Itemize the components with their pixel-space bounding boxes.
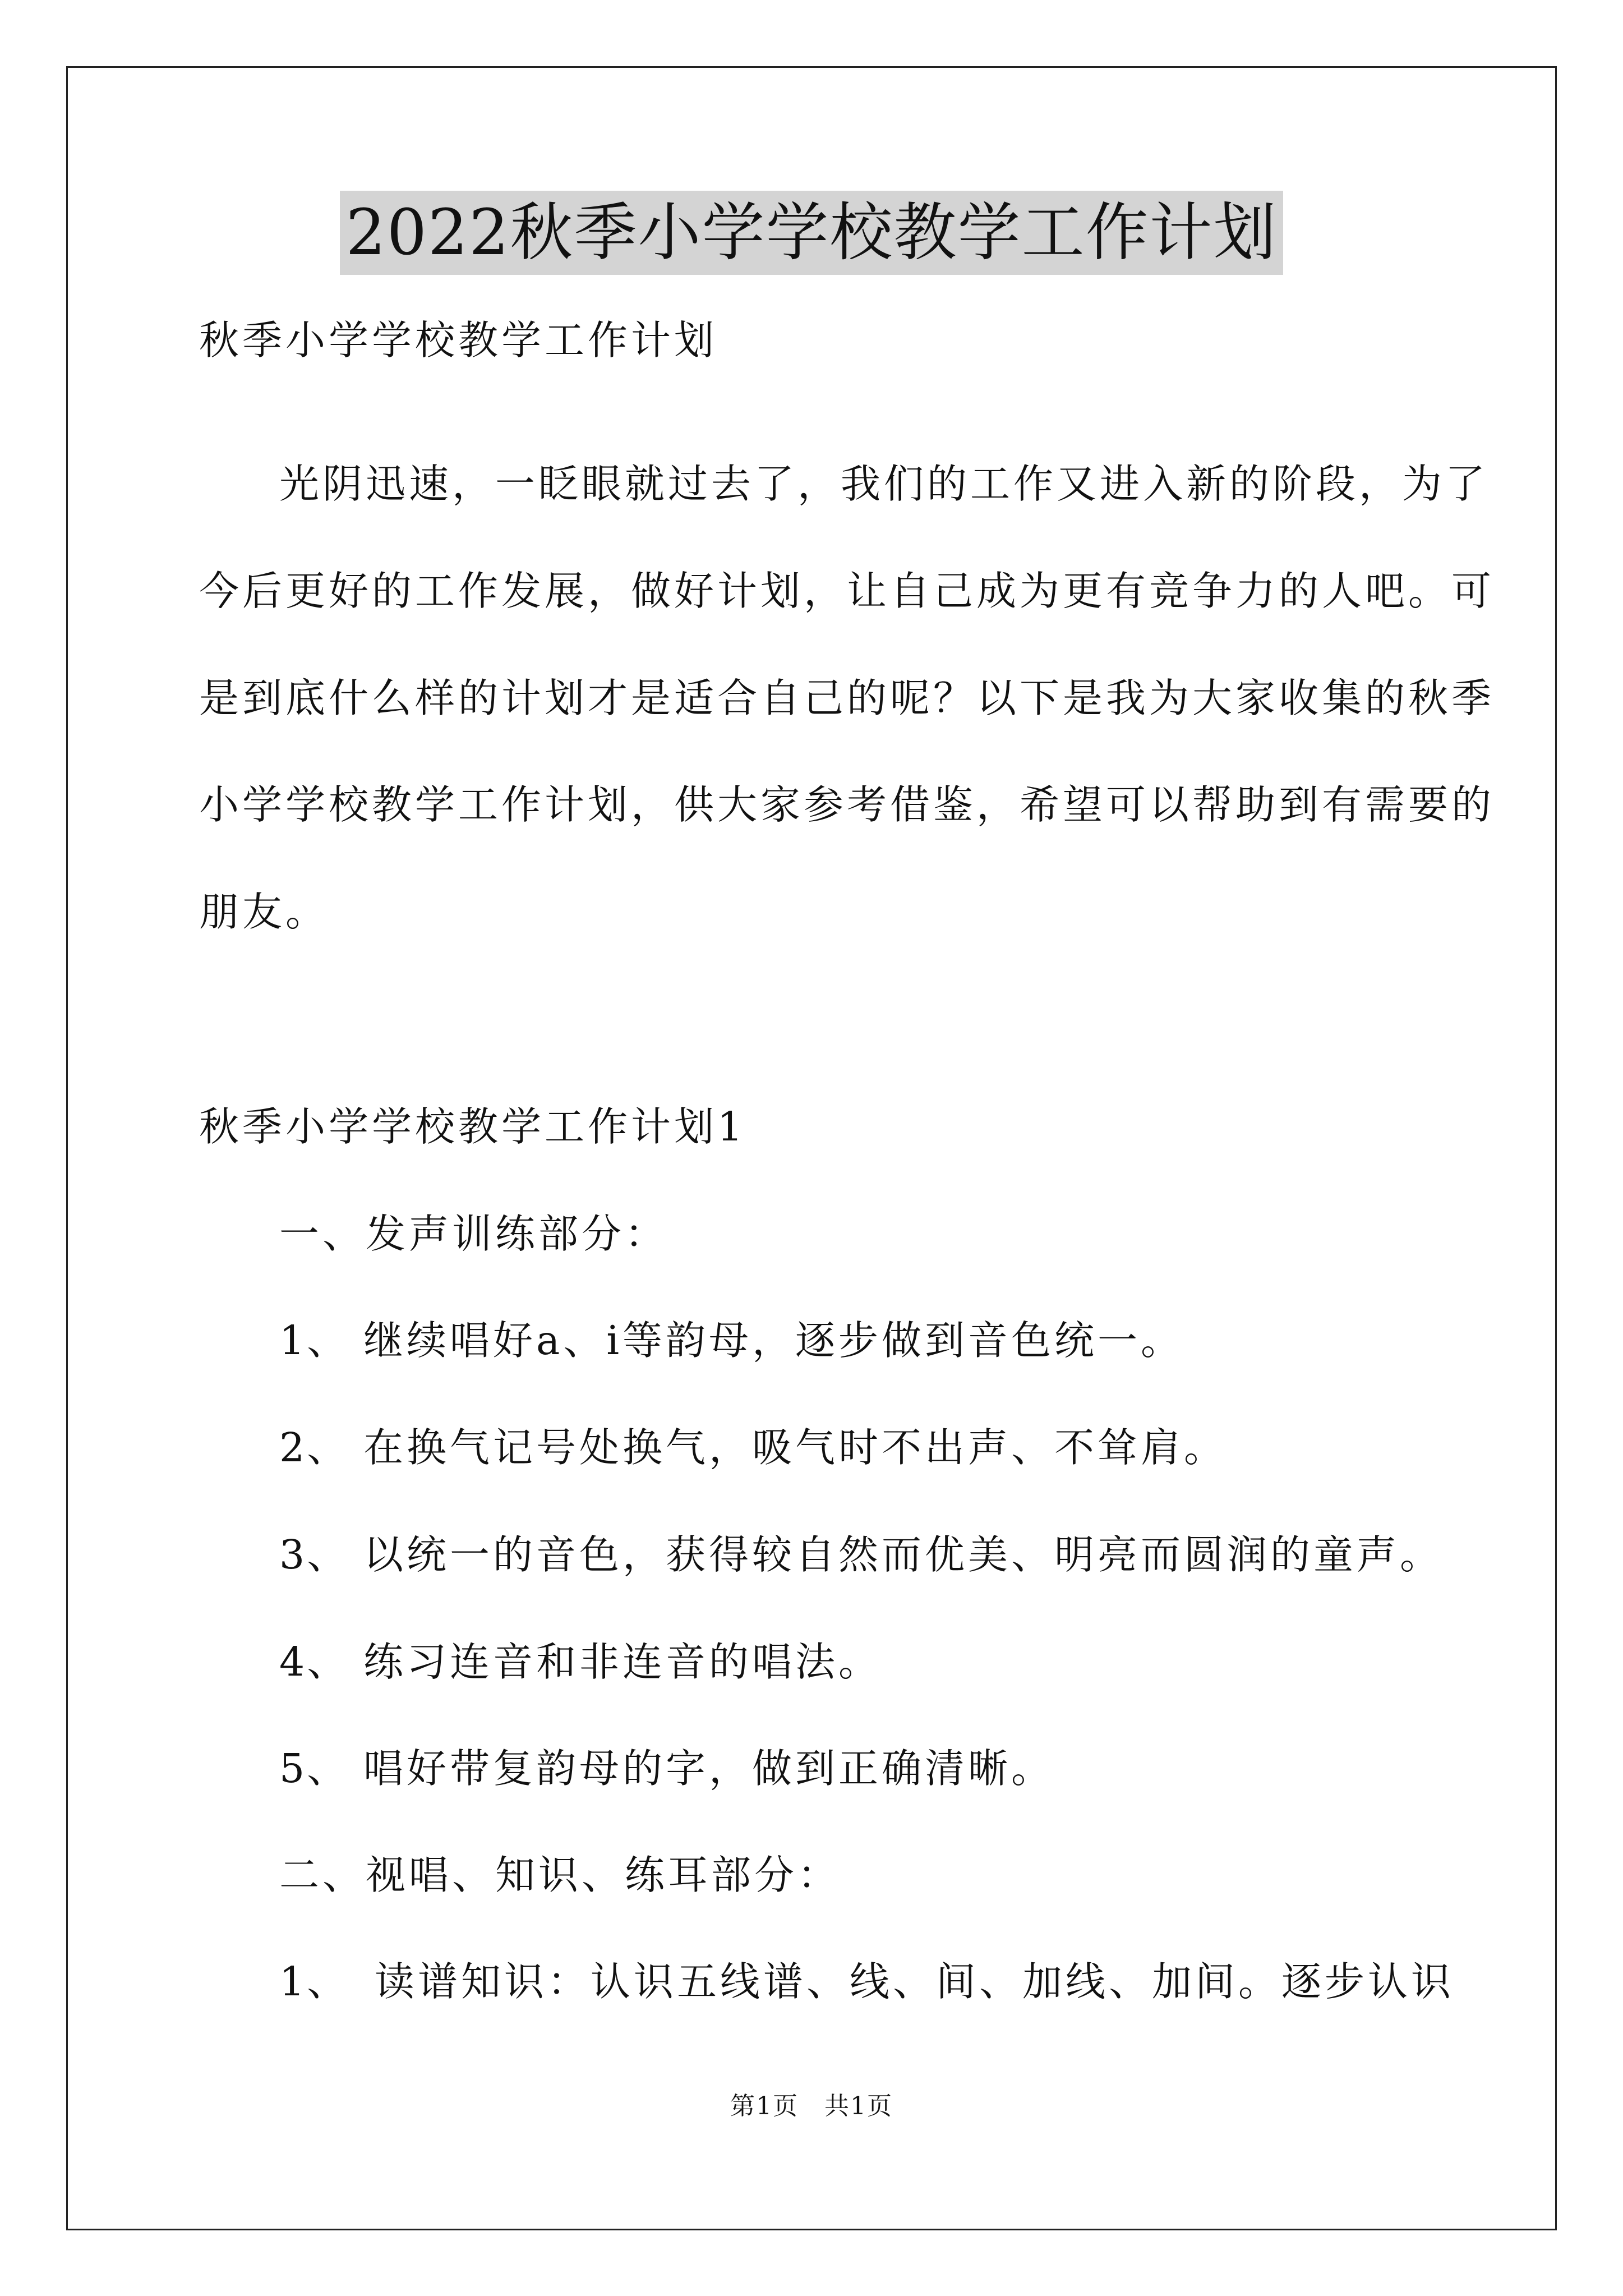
intro-line: 今后更好的工作发展，做好计划，让自己成为更有竞争力的人吧。可 [199,568,1495,614]
section-heading: 秋季小学学校教学工作计划1 [199,1103,746,1150]
list-item [279,1957,1454,2007]
intro-line: 是到底什么样的计划才是适合自己的呢？以下是我为大家收集的秋季 [199,675,1495,721]
page-footer: 第1页 共1页 [730,2092,893,2120]
list-item-text: 继续唱好a、i等韵母，逐步做到音色统一。 [363,1317,1184,1364]
list-item-text: 唱好带复韵母的字，做到正确清晰。 [363,1745,1055,1792]
list-item-text: 在换气记号处换气，吸气时不出声、不耸肩。 [363,1424,1228,1471]
list-item-number: 1、 [279,1958,349,2005]
list-item-number: 1、 [279,1317,349,1364]
list-item-number: 2、 [279,1424,349,1471]
list-item [279,1743,1054,1794]
intro-line: 小学学校教学工作计划，供大家参考借鉴，希望可以帮助到有需要的 [199,781,1495,828]
document-title: 2022秋季小学学校教学工作计划 [340,191,1283,275]
list-item-text: 读谱知识：认识五线谱、线、间、加线、加间。逐步认识 [375,1958,1455,2005]
list-item-number: 5、 [279,1745,349,1792]
subtitle: 秋季小学学校教学工作计划 [199,317,718,364]
part-heading: 一、发声训练部分： [279,1211,668,1257]
list-item [279,1423,1227,1473]
list-item [279,1315,1184,1366]
list-item-number: 3、 [279,1531,349,1578]
list-item-text: 练习连音和非连音的唱法。 [363,1639,882,1685]
list-item-text: 以统一的音色，获得较自然而优美、明亮而圆润的童声。 [363,1531,1444,1578]
list-item [279,1637,882,1687]
document-title-wrap [0,191,1623,275]
list-item-number: 4、 [279,1639,349,1685]
intro-line: 朋友。 [199,889,329,935]
list-item [279,1530,1443,1580]
part-heading: 二、视唱、知识、练耳部分： [279,1852,841,1898]
intro-line: 光阴迅速，一眨眼就过去了，我们的工作又进入新的阶段，为了 [279,461,1489,507]
